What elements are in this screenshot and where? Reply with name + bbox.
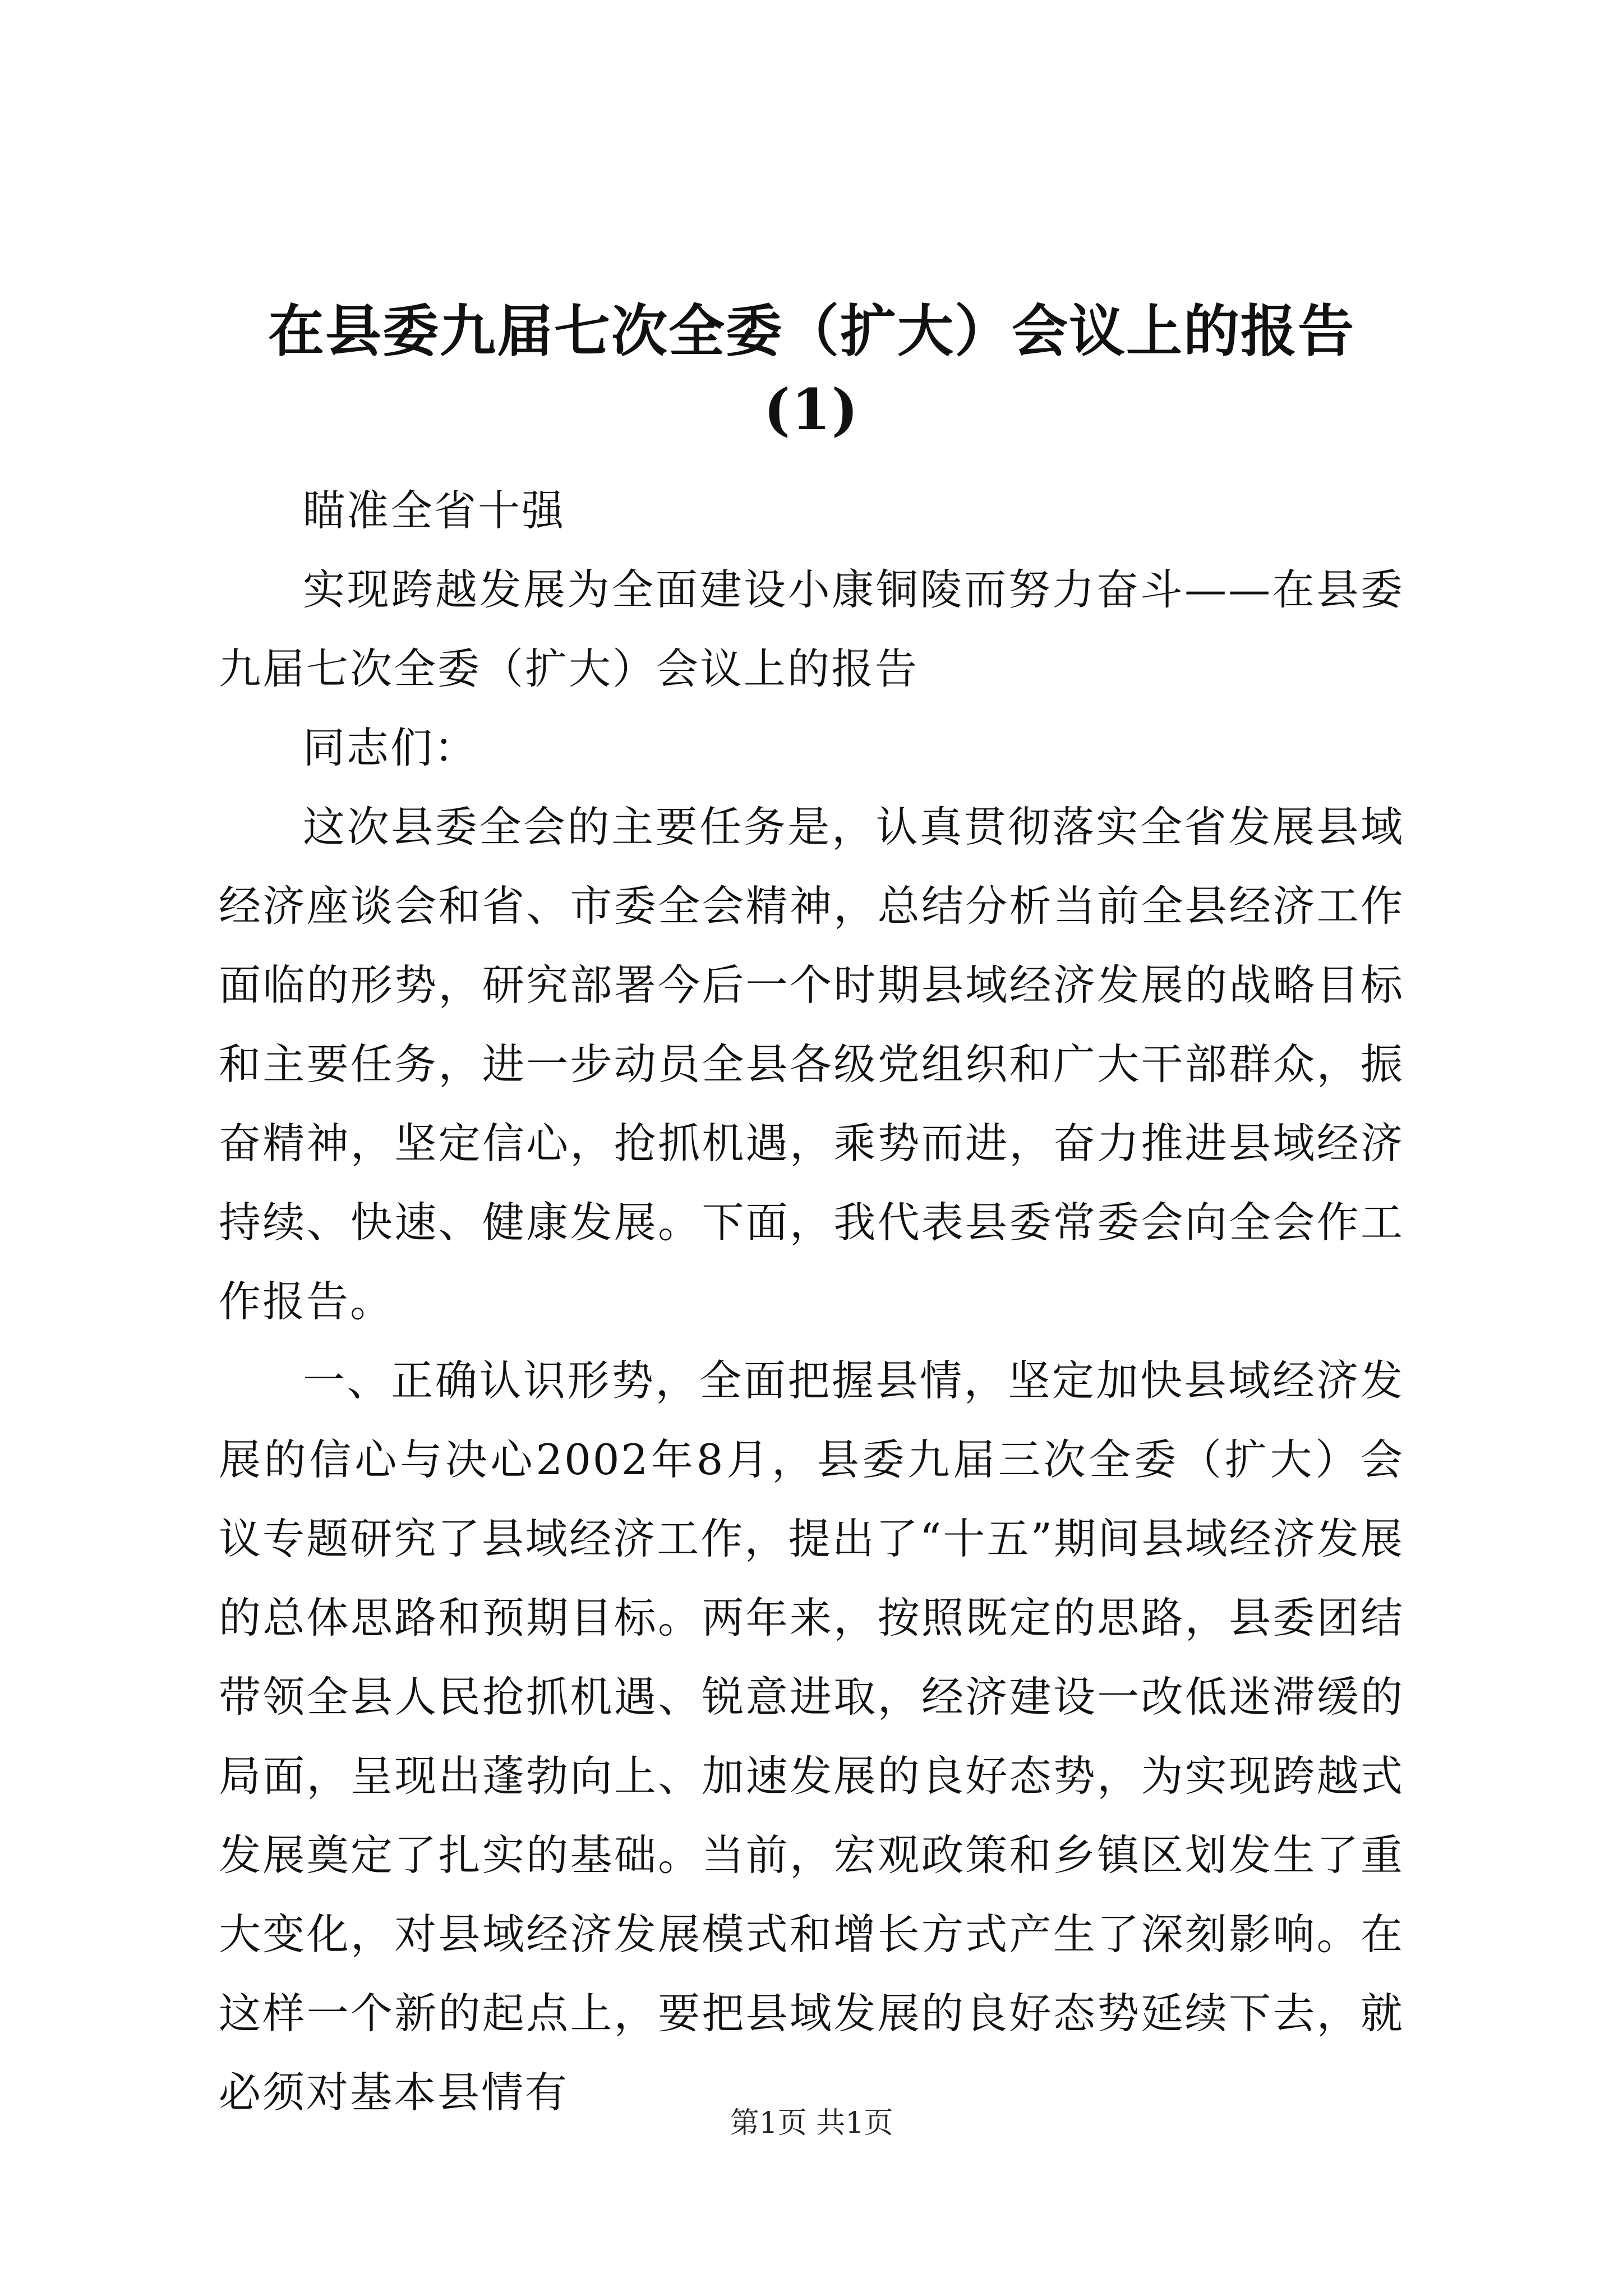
- paragraph-subtitle: 瞄准全省十强: [303, 486, 566, 535]
- paragraph-heading: 实现跨越发展为全面建设小康铜陵而努力奋斗——在县委九届七次全委（扩大）会议上的报告: [219, 565, 1404, 693]
- paragraph-section-one: 一、正确认识形势，全面把握县情，坚定加快县域经济发展的信心与决心2002年8月，县委九届三次全委（扩大）会议专题研究了县域经济工作，提出了“十五”期间县域经济发展的总体思路和预期目标。两年来，按照既定的思路，县委团结带领全县人民抢抓机遇、锐意进取，经济建设一改低迷滞缓的局面，呈现出蓬勃向上、加速发展的良好态势，为实现跨越式发展奠定了扎实的基础。当前，宏观政策和乡镇区划发生了重大变化，对县域经济发展模式和增长方式产生了深刻影响。在这样一个新的起点上，要把县域发展的良好态势延续下去，就必须对基本县情有: [219, 1356, 1404, 2117]
- document-body: [219, 471, 1404, 2132]
- document-title-suffix: (1): [763, 376, 860, 443]
- page-footer: 第1页 共1页: [730, 2106, 893, 2140]
- document-title: 在县委九届七次全委（扩大）会议上的报告: [268, 298, 1355, 364]
- paragraph-salutation: 同志们：: [303, 723, 478, 772]
- paragraph-intro: 这次县委全会的主要任务是，认真贯彻落实全省发展县域经济座谈会和省、市委全会精神，总结分析当前全县经济工作面临的形势，研究部署今后一个时期县域经济发展的战略目标和主要任务，进一步动员全县各级党组织和广大干部群众，振奋精神，坚定信心，抢抓机遇，乘势而进，奋力推进县域经济持续、快速、健康发展。下面，我代表县委常委会向全会作工作报告。: [219, 802, 1404, 1326]
